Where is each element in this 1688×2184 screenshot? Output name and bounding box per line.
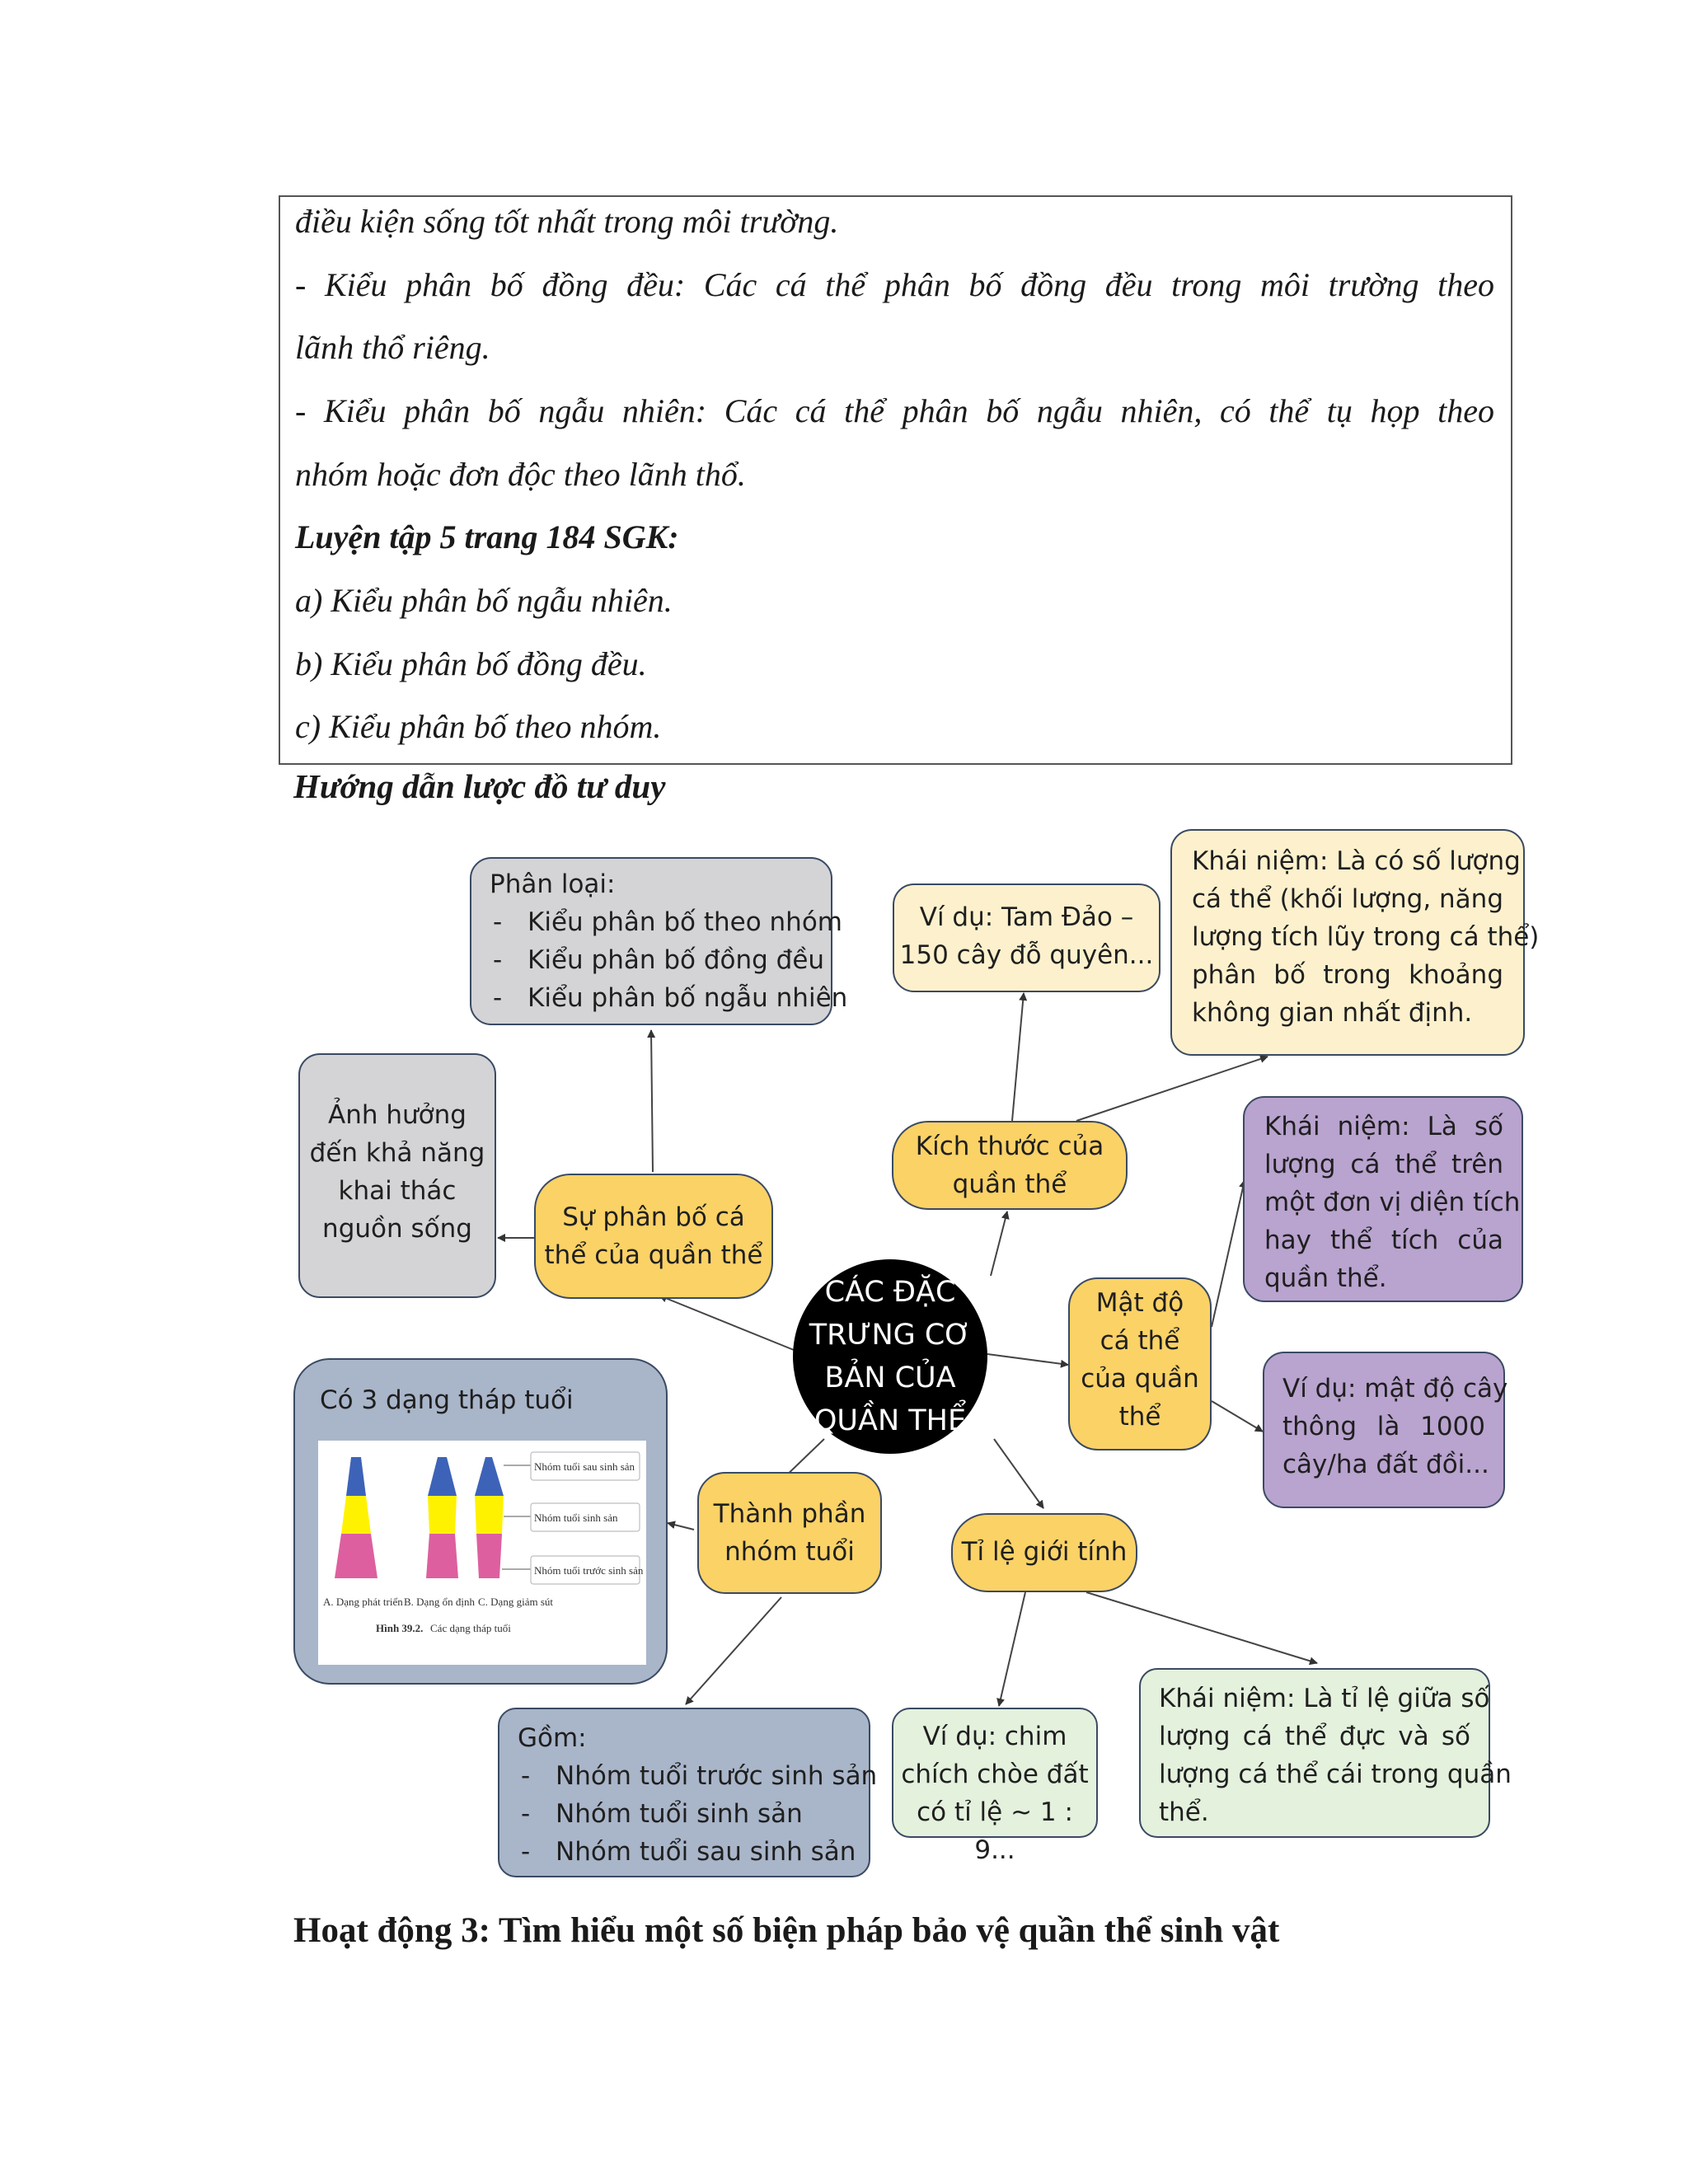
- density-example-node: [1263, 1352, 1508, 1508]
- sex-example-line: chích chòe đất: [901, 1760, 1089, 1789]
- type-item: - Kiểu phân bố đồng đều: [490, 941, 831, 979]
- density-concept-line: một đơn vị diện tích: [1264, 1188, 1521, 1217]
- density-example-line: cây/ha đất đồi...: [1282, 1450, 1489, 1479]
- arrow-to-sex-concept: [1086, 1592, 1317, 1663]
- pyramids-title: Có 3 dạng tháp tuổi: [320, 1385, 574, 1415]
- sex-example-line: Ví dụ: chim: [922, 1722, 1067, 1751]
- density-label: cá thể: [1100, 1326, 1180, 1356]
- density-concept-line: Khái niệm: Là số: [1264, 1112, 1503, 1141]
- arrow-to-sex-example: [999, 1592, 1025, 1706]
- answer-line: điều kiện sống tốt nhất trong môi trường.: [295, 203, 839, 240]
- distribution-effect-node: [298, 1053, 496, 1298]
- size-example-line: Ví dụ: Tam Đảo –: [919, 902, 1134, 932]
- density-label: thể: [1118, 1402, 1161, 1432]
- center-line: CÁC ĐẶC: [824, 1276, 956, 1309]
- figure-caption-number: Hình 39.2.: [376, 1622, 424, 1634]
- center-line: BẢN CỦA: [824, 1361, 956, 1394]
- arrow-to-density-example: [1212, 1401, 1263, 1432]
- answer-b: b) Kiểu phân bố đồng đều.: [295, 645, 647, 682]
- center-line: TRƯNG CƠ: [809, 1319, 972, 1352]
- callout-label: Nhóm tuổi trước sinh sản: [534, 1564, 644, 1577]
- sex-concept-line: lượng cá thể cái trong quần: [1159, 1760, 1512, 1789]
- answer-c: c) Kiểu phân bố theo nhóm.: [295, 708, 662, 745]
- effect-line: nguồn sống: [322, 1214, 472, 1244]
- size-label: Kích thước của: [915, 1132, 1104, 1161]
- arrow-to-includes: [686, 1597, 781, 1704]
- pyramid-c-top: [475, 1457, 504, 1496]
- pyramid-b-middle: [428, 1496, 457, 1534]
- arrow-to-density-concept: [1212, 1180, 1245, 1327]
- center-node: [793, 1259, 987, 1454]
- pyramid-c-bottom: [476, 1534, 502, 1578]
- age-pyramid-figure: [318, 1441, 646, 1665]
- answer-line: - Kiểu phân bố đồng đều: Các cá thể phân bố đồng đều trong môi trường theo: [295, 266, 1494, 303]
- pyramid-label: A. Dạng phát triển: [323, 1596, 403, 1608]
- type-item: - Kiểu phân bố ngẫu nhiên: [490, 979, 831, 1017]
- answer-line: - Kiểu phân bố ngẫu nhiên: Các cá thể phân bố ngẫu nhiên, có thể tụ họp theo: [295, 392, 1494, 429]
- density-example-line: thông là 1000: [1282, 1412, 1485, 1441]
- pyramid-b-bottom: [426, 1534, 458, 1578]
- distribution-types-node: [470, 857, 848, 1025]
- arrow-to-sex-ratio: [994, 1439, 1043, 1508]
- distribution-label: thể của quần thể: [544, 1240, 763, 1270]
- include-item: - Nhóm tuổi sinh sản: [518, 1795, 869, 1833]
- practice-title: Luyện tập 5 trang 184 SGK:: [295, 518, 679, 555]
- effect-line: đến khả năng: [309, 1138, 485, 1168]
- activity-heading: Hoạt động 3: Tìm hiểu một số biện pháp bảo vệ quần thể sinh vật: [293, 1911, 1280, 1950]
- size-example-line: 150 cây đỗ quyên...: [899, 940, 1154, 970]
- sex-ratio-node: [951, 1513, 1137, 1592]
- density-concept-node: [1243, 1096, 1523, 1302]
- pyramid-a-bottom: [335, 1534, 377, 1578]
- pyramid-a-middle: [341, 1496, 371, 1534]
- arrow-to-distribution: [659, 1296, 798, 1352]
- arrow-to-types: [651, 1030, 653, 1172]
- arrow-to-size-concept: [1076, 1057, 1268, 1121]
- sex-concept-node: [1139, 1668, 1512, 1838]
- size-concept-line: cá thể (khối lượng, năng: [1192, 884, 1503, 914]
- answer-line: nhóm hoặc đơn độc theo lãnh thổ.: [295, 456, 746, 493]
- age-label: Thành phần: [713, 1499, 866, 1529]
- sex-concept-line: Khái niệm: Là tỉ lệ giữa số: [1159, 1684, 1490, 1713]
- pyramids-node: [293, 1358, 668, 1685]
- distribution-node: [534, 1174, 773, 1299]
- pyramid-label: B. Dạng ổn định: [404, 1596, 475, 1608]
- age-includes-node: [498, 1708, 878, 1877]
- effect-line: Ảnh hưởng: [328, 1100, 467, 1130]
- arrow-to-size: [991, 1212, 1007, 1276]
- size-example-node: [893, 883, 1160, 992]
- age-node: [697, 1472, 882, 1594]
- arrow-to-size-example: [1012, 993, 1024, 1121]
- sex-ratio-label: Tỉ lệ giới tính: [961, 1537, 1128, 1567]
- answer-a: a) Kiểu phân bố ngẫu nhiên.: [295, 582, 673, 619]
- center-line: QUẦN THỂ: [814, 1404, 967, 1437]
- type-item: - Kiểu phân bố theo nhóm: [490, 903, 831, 941]
- size-concept-node: [1170, 829, 1540, 1056]
- sex-example-line: có tỉ lệ ~ 1 : 9...: [917, 1797, 1073, 1865]
- answer-line: lãnh thổ riêng.: [295, 329, 490, 366]
- age-pyramid-chart: [318, 1441, 646, 1665]
- density-label: của quần: [1081, 1364, 1199, 1394]
- density-node: [1068, 1277, 1212, 1451]
- types-title: Phân loại:: [490, 869, 616, 899]
- density-concept-line: quần thể.: [1264, 1263, 1387, 1293]
- sex-example-node: [892, 1708, 1098, 1865]
- size-concept-line: phân bố trong khoảng: [1192, 960, 1503, 990]
- effect-line: khai thác: [338, 1176, 457, 1206]
- pyramid-b-top: [428, 1457, 457, 1496]
- includes-title: Gồm:: [518, 1723, 587, 1753]
- sex-concept-line: thể.: [1159, 1797, 1209, 1827]
- arrow-to-density: [987, 1354, 1068, 1365]
- size-concept-line: Khái niệm: Là có số lượng: [1192, 846, 1521, 876]
- arrow-to-pyramids: [668, 1523, 694, 1530]
- density-concept-line: hay thể tích của: [1264, 1226, 1503, 1255]
- density-concept-line: lượng cá thể trên: [1264, 1150, 1503, 1179]
- density-example-line: Ví dụ: mật độ cây: [1282, 1374, 1508, 1404]
- size-concept-line: lượng tích lũy trong cá thể): [1192, 922, 1540, 952]
- size-concept-line: không gian nhất định.: [1192, 998, 1473, 1028]
- mindmap-heading: Hướng dẫn lược đồ tư duy: [293, 767, 666, 805]
- density-label: Mật độ: [1095, 1288, 1184, 1318]
- distribution-label: Sự phân bố cá: [562, 1202, 745, 1232]
- sex-concept-line: lượng cá thể đực và số: [1159, 1722, 1470, 1751]
- include-item: - Nhóm tuổi sau sinh sản: [518, 1833, 869, 1871]
- age-label: nhóm tuổi: [724, 1537, 855, 1567]
- pyramid-label: C. Dạng giảm sút: [478, 1596, 553, 1608]
- size-label: quần thể: [952, 1169, 1067, 1199]
- pyramid-a-top: [346, 1457, 366, 1496]
- callout-label: Nhóm tuổi sinh sản: [534, 1511, 618, 1524]
- pyramid-c-middle: [475, 1496, 504, 1534]
- callout-label: Nhóm tuổi sau sinh sản: [534, 1460, 635, 1473]
- size-node: [892, 1121, 1128, 1210]
- figure-caption-text: Các dạng tháp tuổi: [430, 1622, 511, 1634]
- include-item: - Nhóm tuổi trước sinh sản: [518, 1757, 869, 1795]
